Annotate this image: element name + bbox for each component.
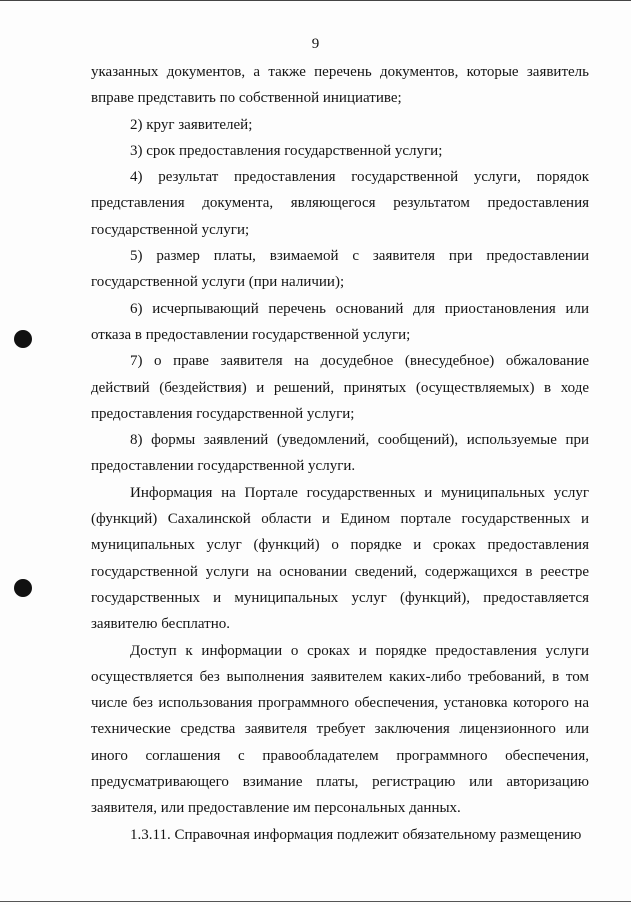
paragraph: 1.3.11. Справочная информация подлежит обязательному размещению (130, 826, 582, 843)
scan-edge-bottom (0, 901, 631, 902)
punch-hole (14, 330, 32, 348)
paragraph: 8) формы заявлений (уведомлений, сообщений), используемые при предоставлении государственной услуги. (91, 432, 589, 475)
paragraph: Информация на Портале государственных и муниципальных услуг (функций) Сахалинской области и Едином портале государственных и муниципальных услуг (функций) о порядке и сроках предоставления государственной услуги на основании сведений, содержащихся в реестре государственных и муниципальных услуг (функций), предоставляется заявителю бесплатно. (91, 484, 589, 633)
paragraph: указанных документов, а также перечень документов, которые заявитель вправе представить по собственной инициативе; (91, 64, 589, 107)
paragraph: 7) о праве заявителя на досудебное (внесудебное) обжалование действий (бездействия) и решений, принятых (осуществляемых) в ходе предоставления государственной услуги; (91, 353, 589, 422)
paragraph: Доступ к информации о сроках и порядке предоставления услуги осуществляется без выполнения заявителем каких-либо требований, в том числе без использования программного обеспечения, установка которого на технические средства заявителя требует заключения лицензионного или иного соглашения с правообладателем программного обеспечения, предусматривающего взимание платы, регистрацию или авторизацию заявителя, или предоставление им персональных данных. (91, 642, 589, 817)
scan-edge-top (0, 0, 631, 1)
page-number: 9 (311, 36, 320, 52)
paragraph: 3) срок предоставления государственной услуги; (130, 142, 443, 159)
paragraph: 2) круг заявителей; (130, 116, 253, 133)
document-body (91, 59, 589, 848)
paragraph: 5) размер платы, взимаемой с заявителя при предоставлении государственной услуги (при наличии); (91, 248, 589, 291)
paragraph: 4) результат предоставления государственной услуги, порядок представления документа, являющегося результатом предоставления государственной услуги; (91, 169, 589, 238)
paragraph: 6) исчерпывающий перечень оснований для приостановления или отказа в предоставлении государственной услуги; (91, 300, 589, 343)
punch-hole (14, 579, 32, 597)
